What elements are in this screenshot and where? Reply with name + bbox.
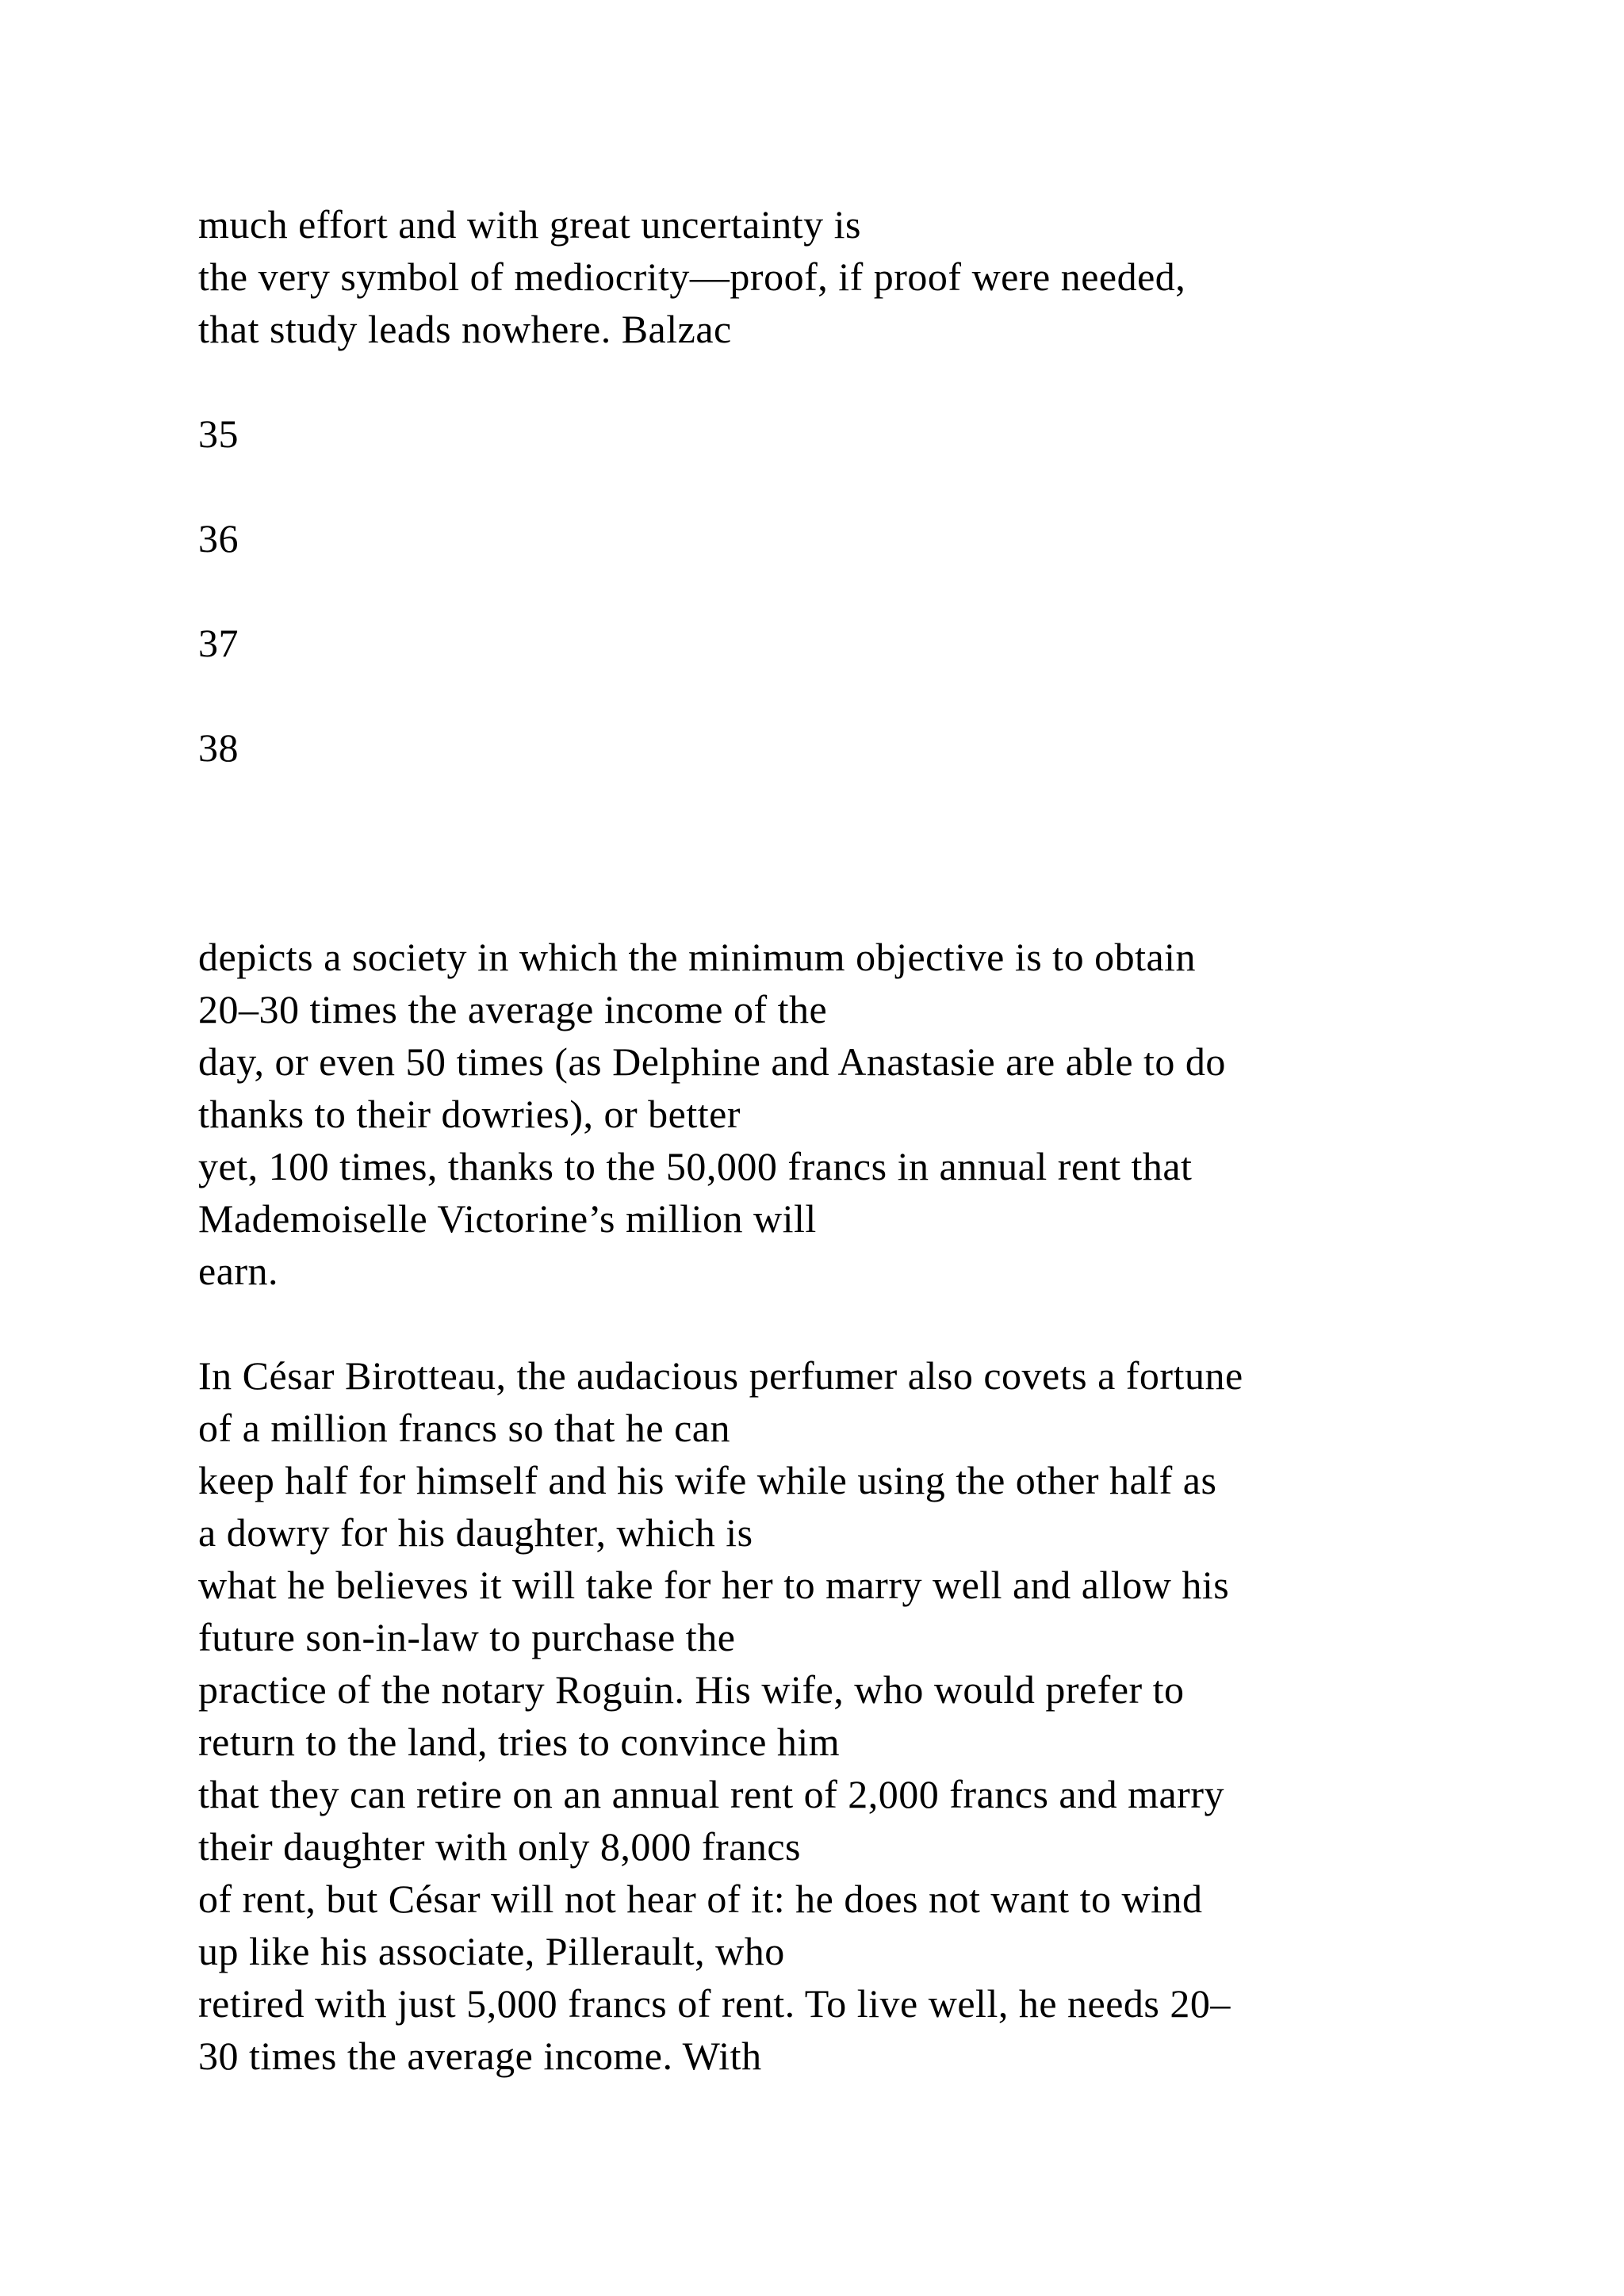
text-line: what he believes it will take for her to marry well and allow his (198, 1563, 1230, 1607)
text-line: a dowry for his daughter, which is (198, 1510, 753, 1555)
text-line: depicts a society in which the minimum objective is to obtain (198, 935, 1197, 979)
footnote-marker: 36 (198, 516, 239, 561)
text-line: thanks to their dowries), or better (198, 1092, 741, 1136)
footnote-marker: 35 (198, 411, 239, 456)
text-line: that study leads nowhere. Balzac (198, 307, 732, 351)
text-line: much effort and with great uncertainty is (198, 202, 861, 247)
text-line: yet, 100 times, thanks to the 50,000 francs in annual rent that (198, 1144, 1193, 1188)
text-line: Mademoiselle Victorine’s million will (198, 1196, 817, 1241)
text-line: of a million francs so that he can (198, 1406, 730, 1450)
text-line: keep half for himself and his wife while using the other half as (198, 1458, 1217, 1502)
footnote-marker: 37 (198, 621, 239, 665)
text-line: 20–30 times the average income of the (198, 987, 828, 1031)
text-line: future son-in-law to purchase the (198, 1615, 736, 1659)
text-line: their daughter with only 8,000 francs (198, 1824, 801, 1869)
footnote-marker: 38 (198, 725, 239, 770)
text-line: 30 times the average income. With (198, 2034, 762, 2078)
text-line: day, or even 50 times (as Delphine and Anastasie are able to do (198, 1039, 1226, 1084)
text-line: In César Birotteau, the audacious perfumer also covets a fortune (198, 1353, 1243, 1398)
text-line: retired with just 5,000 francs of rent. To live well, he needs 20– (198, 1981, 1231, 2026)
text-line: the very symbol of mediocrity—proof, if proof were needed, (198, 254, 1186, 299)
text-line: earn. (198, 1249, 279, 1293)
text-line: return to the land, tries to convince him (198, 1720, 841, 1764)
text-line: practice of the notary Roguin. His wife, who would prefer to (198, 1667, 1185, 1712)
text-line: up like his associate, Pillerault, who (198, 1929, 785, 1973)
text-line: that they can retire on an annual rent of 2,000 francs and marry (198, 1772, 1224, 1816)
text-line: of rent, but César will not hear of it: he does not want to wind (198, 1877, 1203, 1921)
